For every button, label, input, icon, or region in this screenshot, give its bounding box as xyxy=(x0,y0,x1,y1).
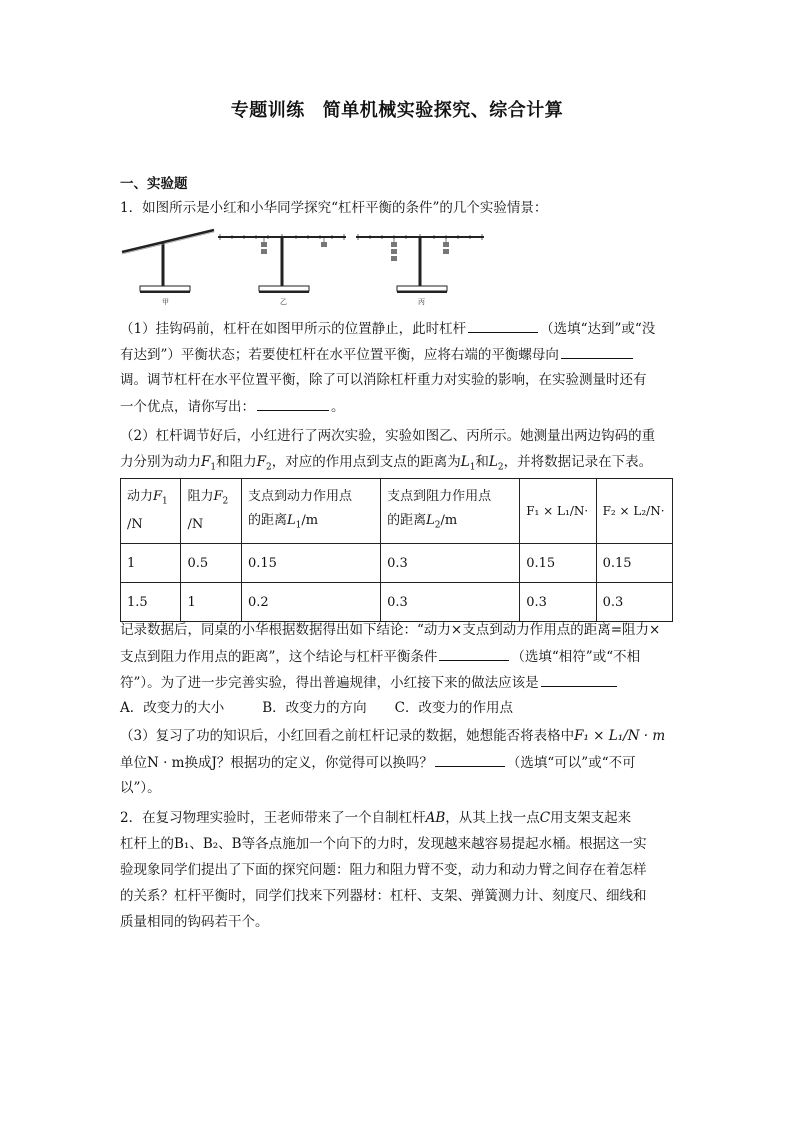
q1-intro: 1．如图所示是小红和小华同学探究“杠杆平衡的条件”的几个实验情景： xyxy=(120,200,548,216)
q1-part1-line1: （1）挂钩码前，杠杆在如图甲所示的位置静止，此时杠杆 （选填“达到”或“没 xyxy=(120,318,655,339)
table-row xyxy=(121,544,673,583)
q1-part3-line2: 单位N · m换成J？根据功的定义，你觉得可以换吗？ （选填“可以”或“不可 xyxy=(120,752,636,773)
fig-label-bing: 丙 xyxy=(418,298,425,306)
lever-yi xyxy=(218,234,346,306)
q2-line5: 质量相同的钩码若干个。 xyxy=(120,914,269,930)
table-cell: 0.3 xyxy=(520,583,596,622)
table-header-cell: 支点到阻力作用点 的距离$L_2/m$ xyxy=(381,479,520,544)
answer-blank-3[interactable] xyxy=(257,396,329,411)
q1-options xyxy=(120,698,513,718)
fig-label-jia: 甲 xyxy=(162,298,169,306)
lever-jia xyxy=(122,230,214,306)
option-a[interactable]: A．改变力的大小 xyxy=(120,700,225,716)
lever-figure xyxy=(120,222,500,314)
q1-part1-line2: 有达到”）平衡状态；若要使杠杆在水平位置平衡，应将右端的平衡螺母向 xyxy=(120,344,635,365)
table-header-cell: F₂ × L₂/N· xyxy=(596,479,672,544)
table-header-cell: 支点到动力作用点 的距离$L_1/m$ xyxy=(241,479,380,544)
table-cell: 0.3 xyxy=(381,583,520,622)
q2-line3: 验现象同学们提出了下面的探究问题：阻力和阻力臂不变，动力和动力臂之间存在着怎样 xyxy=(120,862,647,878)
table-cell: 1 xyxy=(181,583,241,622)
option-c[interactable]: C．改变力的作用点 xyxy=(394,700,514,716)
page-title xyxy=(0,96,794,122)
answer-blank-6[interactable] xyxy=(435,752,505,767)
answer-blank-5[interactable] xyxy=(541,672,617,687)
table-row xyxy=(121,583,673,622)
q1-part2-line1: （2）杠杆调节好后，小红进行了两次实验，实验如图乙、丙所示。她测量出两边钩码的重 xyxy=(120,428,656,444)
table-cell: 0.3 xyxy=(381,544,520,583)
table-cell: 0.5 xyxy=(181,544,241,583)
q1-part3-line3: 以”）。 xyxy=(120,780,161,796)
q1-part1-line4: 一个优点，请你写出： 。 xyxy=(120,396,345,417)
table-cell: 1 xyxy=(121,544,181,583)
table-cell: 0.15 xyxy=(241,544,380,583)
fig-label-yi: 乙 xyxy=(280,298,287,306)
answer-blank-4[interactable] xyxy=(439,646,509,661)
section-heading: 一、实验题 xyxy=(120,176,188,192)
table-cell: 0.2 xyxy=(241,583,380,622)
table-header-cell: F₁ × L₁/N· xyxy=(520,479,596,544)
table-cell: 1.5 xyxy=(121,583,181,622)
option-b[interactable]: B．改变力的方向 xyxy=(262,700,367,716)
q2-line4: 的关系？杠杆平衡时，同学们找来下列器材：杠杆、支架、弹簧测力计、刻度尺、细线和 xyxy=(120,888,647,904)
q2-line2: 杠杆上的B₁、B₂、B等各点施加一个向下的力时，发现越来越容易提起水桶。根据这一实 xyxy=(120,836,647,852)
table-cell: 0.3 xyxy=(596,583,672,622)
table-header-row xyxy=(121,479,673,544)
q1-after-line3: 符”）。为了进一步完善实验，得出普遍规律，小红接下来的做法应该是 xyxy=(120,672,619,693)
table-cell: 0.15 xyxy=(596,544,672,583)
table-header-cell: 阻力$F_2$ /N xyxy=(181,479,241,544)
lever-diagrams xyxy=(120,222,500,314)
q2-line1: 2．在复习物理实验时，王老师带来了一个自制杠杆AB，从其上找一点C用支架支起来 xyxy=(120,810,632,826)
q1-after-line2: 支点到阻力作用点的距离”，这个结论与杠杆平衡条件 （选填“相符”或“不相 xyxy=(120,646,640,667)
q1-part3-line1: （3）复习了功的知识后，小红回看之前杠杆记录的数据，她想能否将表格中F₁ × L₁/N · m xyxy=(120,728,666,744)
data-table xyxy=(120,478,673,622)
answer-blank-2[interactable] xyxy=(561,344,633,359)
table-cell: 0.15 xyxy=(520,544,596,583)
q1-part2-line2: 力分别为动力$F_1$和阻力$F_2$，对应的作用点到支点的距离为$L_1$和$L_2$，并将数据记录在下表。 xyxy=(120,454,653,473)
answer-blank-1[interactable] xyxy=(468,318,538,333)
lever-bing xyxy=(356,234,484,306)
table-header-cell: 动力$F_1$ /N xyxy=(121,479,181,544)
title-part-2: 简单机械实验探究、综合计算 xyxy=(322,100,564,121)
q1-after-line1: 记录数据后，同桌的小华根据数据得出如下结论：“动力×支点到动力作用点的距离=阻力× xyxy=(120,622,661,638)
title-part-1: 专题训练 xyxy=(230,100,305,121)
q1-part1-line3: 调。调节杠杆在水平位置平衡，除了可以消除杠杆重力对实验的影响，在实验测量时还有 xyxy=(120,372,647,388)
